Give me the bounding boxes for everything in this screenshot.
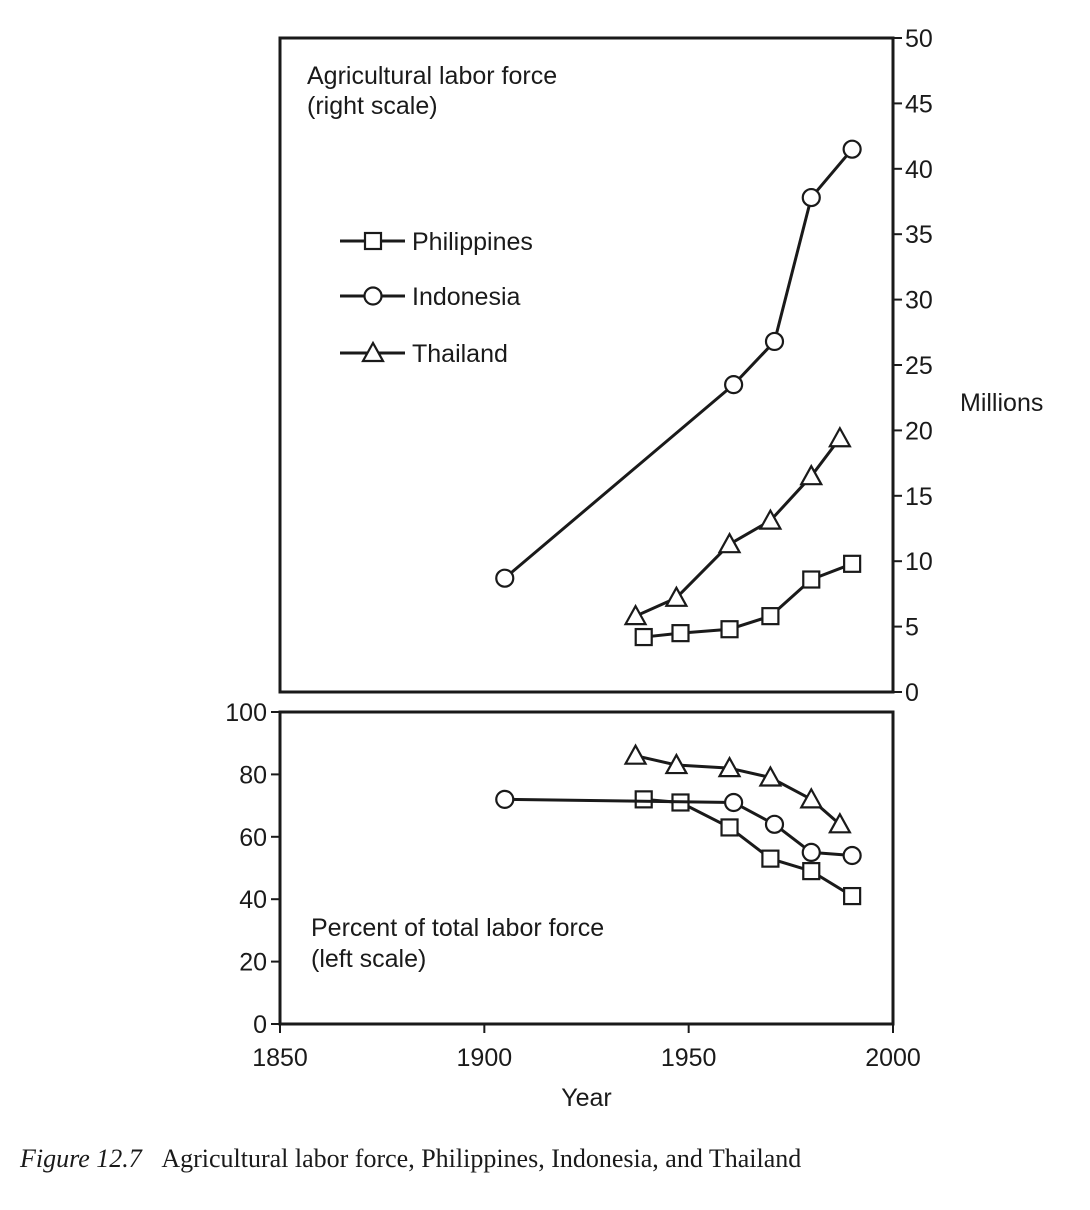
left-axis-tick-label: 20 [239, 948, 267, 977]
bottom-point-indonesia [766, 816, 783, 833]
bottom-point-philippines [722, 819, 738, 835]
legend-label-indonesia: Indonesia [412, 283, 521, 311]
top-line-indonesia [505, 149, 852, 578]
bottom-point-philippines [636, 791, 652, 807]
bottom-point-indonesia [844, 847, 861, 864]
top-point-philippines [636, 629, 652, 645]
figure-number: Figure 12.7 [20, 1144, 142, 1173]
top-point-thailand [830, 428, 850, 446]
right-axis-tick-label: 40 [905, 155, 933, 184]
left-axis-tick-label: 40 [239, 886, 267, 915]
right-axis-tick-label: 20 [905, 417, 933, 446]
right-axis-tick-label: 10 [905, 548, 933, 577]
legend-marker-indonesia [365, 288, 382, 305]
figure-caption-text: Agricultural labor force, Philippines, Indonesia, and Thailand [161, 1144, 802, 1173]
bottom-annotation-line-2: (left scale) [311, 945, 427, 973]
legend-item-thailand [340, 340, 508, 368]
x-axis-tick-label: 1850 [252, 1044, 308, 1072]
left-axis-tick-label: 60 [239, 823, 267, 852]
right-axis-tick-label: 15 [905, 482, 933, 511]
top-point-philippines [803, 572, 819, 588]
legend-marker-philippines [365, 233, 381, 249]
right-axis-tick-label: 45 [905, 90, 933, 119]
bottom-point-thailand [801, 789, 821, 807]
left-axis-tick-label: 80 [239, 761, 267, 790]
bottom-point-indonesia [803, 844, 820, 861]
left-axis-tick-label: 100 [225, 699, 267, 727]
right-axis-tick-label: 50 [905, 25, 933, 53]
bottom-point-philippines [803, 863, 819, 879]
right-axis-tick-label: 25 [905, 352, 933, 380]
bottom-line-thailand [636, 756, 840, 825]
bottom-point-philippines [762, 851, 778, 867]
top-point-philippines [672, 625, 688, 641]
right-axis-tick-label: 30 [905, 286, 933, 315]
top-point-philippines [844, 556, 860, 572]
legend-item-philippines [340, 228, 533, 256]
top-point-indonesia [496, 570, 513, 587]
top-point-thailand [626, 606, 646, 624]
legend-item-indonesia [340, 283, 521, 311]
top-series-indonesia [496, 141, 860, 587]
legend-label-thailand: Thailand [412, 340, 508, 368]
right-axis-tick-label: 5 [905, 613, 919, 642]
top-point-indonesia [844, 141, 861, 158]
bottom-point-indonesia [496, 791, 513, 808]
right-axis-tick-label: 0 [905, 679, 919, 707]
right-axis-tick-label: 35 [905, 221, 933, 250]
legend-label-philippines: Philippines [412, 228, 533, 256]
top-point-philippines [762, 608, 778, 624]
bottom-line-philippines [644, 799, 852, 896]
top-line-thailand [636, 438, 840, 616]
top-series-thailand [626, 428, 850, 624]
top-point-philippines [722, 621, 738, 637]
right-axis-label: Millions [960, 389, 1044, 417]
x-axis-tick-label: 1900 [456, 1044, 513, 1072]
top-point-indonesia [803, 189, 820, 206]
bottom-point-thailand [626, 746, 646, 764]
top-panel-frame [280, 38, 893, 692]
top-annotation-line-1: Agricultural labor force [307, 62, 558, 90]
x-axis-tick-label: 1950 [660, 1044, 717, 1072]
bottom-series-philippines [636, 791, 860, 904]
left-axis-tick-label: 0 [253, 1011, 267, 1039]
bottom-point-indonesia [725, 794, 742, 811]
bottom-annotation-line-1: Percent of total labor force [311, 914, 605, 942]
top-point-indonesia [725, 376, 742, 393]
bottom-point-philippines [844, 888, 860, 904]
figure-caption [20, 1144, 1070, 1174]
x-axis-tick-label: 2000 [865, 1044, 921, 1072]
x-axis-label: Year [561, 1084, 612, 1112]
top-point-thailand [720, 534, 740, 552]
top-annotation-line-2: (right scale) [307, 92, 438, 120]
top-point-indonesia [766, 333, 783, 350]
